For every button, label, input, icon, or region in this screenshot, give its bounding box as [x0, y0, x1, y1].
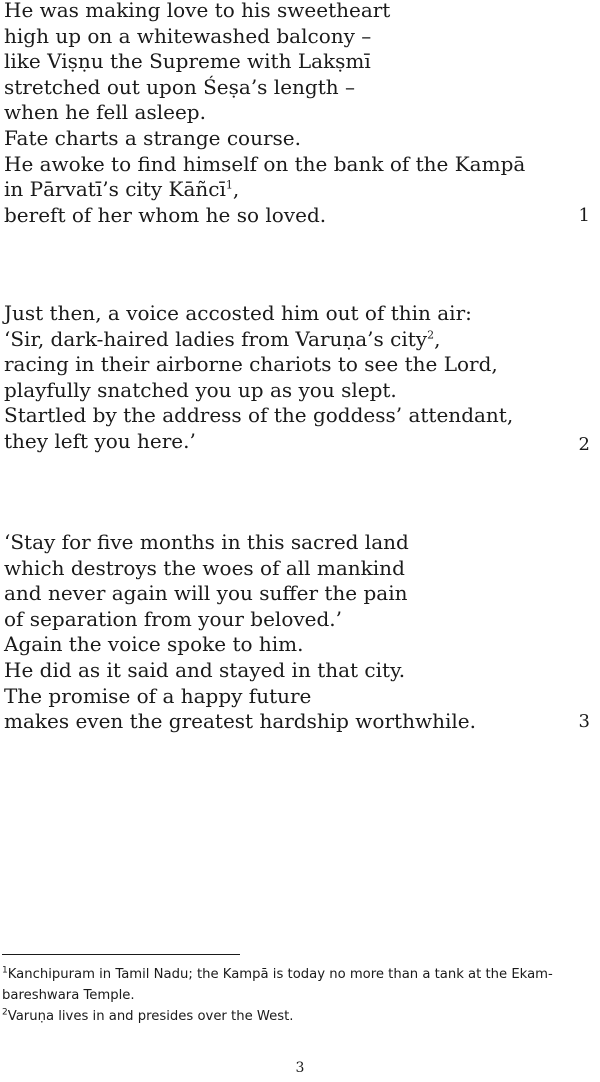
stanza-number: 1 — [578, 205, 590, 226]
footnote-text: Kanchipuram in Tamil Nadu; the Kampā is today no more than a tank at the Ekam- — [7, 967, 553, 982]
verse-line: which destroys the woes of all mankind — [4, 555, 405, 580]
verse-line: He was making love to his sweetheart — [4, 0, 391, 22]
footnote-ref-1: 1 — [225, 178, 233, 192]
verse-line: Just then, a voice accosted him out of thin air: — [4, 301, 472, 325]
verse-line: stretched out upon Śeṣa’s length – — [4, 74, 355, 99]
page-number: 3 — [295, 1060, 305, 1076]
verse-line: ‘Stay for five months in this sacred land — [4, 530, 409, 554]
verse-line: makes even the greatest hardship worthwhile. — [4, 709, 476, 734]
verse-line-with-footnote: in Pārvatī’s city Kāñcī$^1$, — [4, 177, 240, 202]
verse-line: like Viṣṇu the Supreme with Lakṣmī — [4, 49, 371, 74]
verse-line: bereft of her whom he so loved. — [4, 202, 327, 227]
verse-line: racing in their airborne chariots to see the Lord, — [4, 352, 498, 377]
verse-line: and never again will you suffer the pain — [4, 581, 408, 606]
verse-line: when he fell asleep. — [4, 100, 206, 125]
footnotes — [2, 964, 596, 1027]
stanza-1 — [4, 0, 596, 228]
stanza-number: 2 — [578, 434, 590, 455]
verse-line: Again the voice spoke to him. — [4, 632, 304, 657]
verse-line: Startled by the address of the goddess’ attendant, — [4, 403, 514, 428]
footnote-divider — [2, 954, 240, 955]
verse-text: ‘Sir, dark-haired ladies from Varuṇa’s city — [4, 326, 428, 351]
verse-line-with-footnote: ‘Sir, dark-haired ladies from Varuṇa’s city$^2$, — [4, 326, 441, 351]
footnote-2 — [2, 1006, 596, 1027]
verse-line: they left you here.’ — [4, 428, 196, 453]
stanza-number: 3 — [578, 711, 590, 732]
footnote-marker: 2 — [2, 1007, 8, 1018]
footnote-marker: 1 — [2, 965, 8, 976]
footnote-ref-2: 2 — [427, 327, 435, 341]
verse-line: He did as it said and stayed in that city. — [4, 657, 406, 682]
verse-line: of separation from your beloved.’ — [4, 606, 343, 631]
verse-line: He awoke to find himself on the bank of the Kampā — [4, 151, 526, 176]
stanza-3 — [4, 530, 596, 735]
verse-line: Fate charts a strange course. — [4, 125, 301, 150]
verse-line: high up on a whitewashed balcony – — [4, 23, 372, 48]
stanza-2 — [4, 301, 596, 455]
verse-line: The promise of a happy future — [4, 683, 312, 708]
verse-text: in Pārvatī’s city Kāñcī — [4, 177, 226, 202]
footnote-1-continuation: bareshwara Temple. — [2, 988, 135, 1003]
verse-line: playfully snatched you up as you slept. — [4, 377, 397, 402]
footnote-1 — [2, 964, 596, 985]
footnote-text: Varuṇa lives in and presides over the West. — [7, 1009, 294, 1024]
